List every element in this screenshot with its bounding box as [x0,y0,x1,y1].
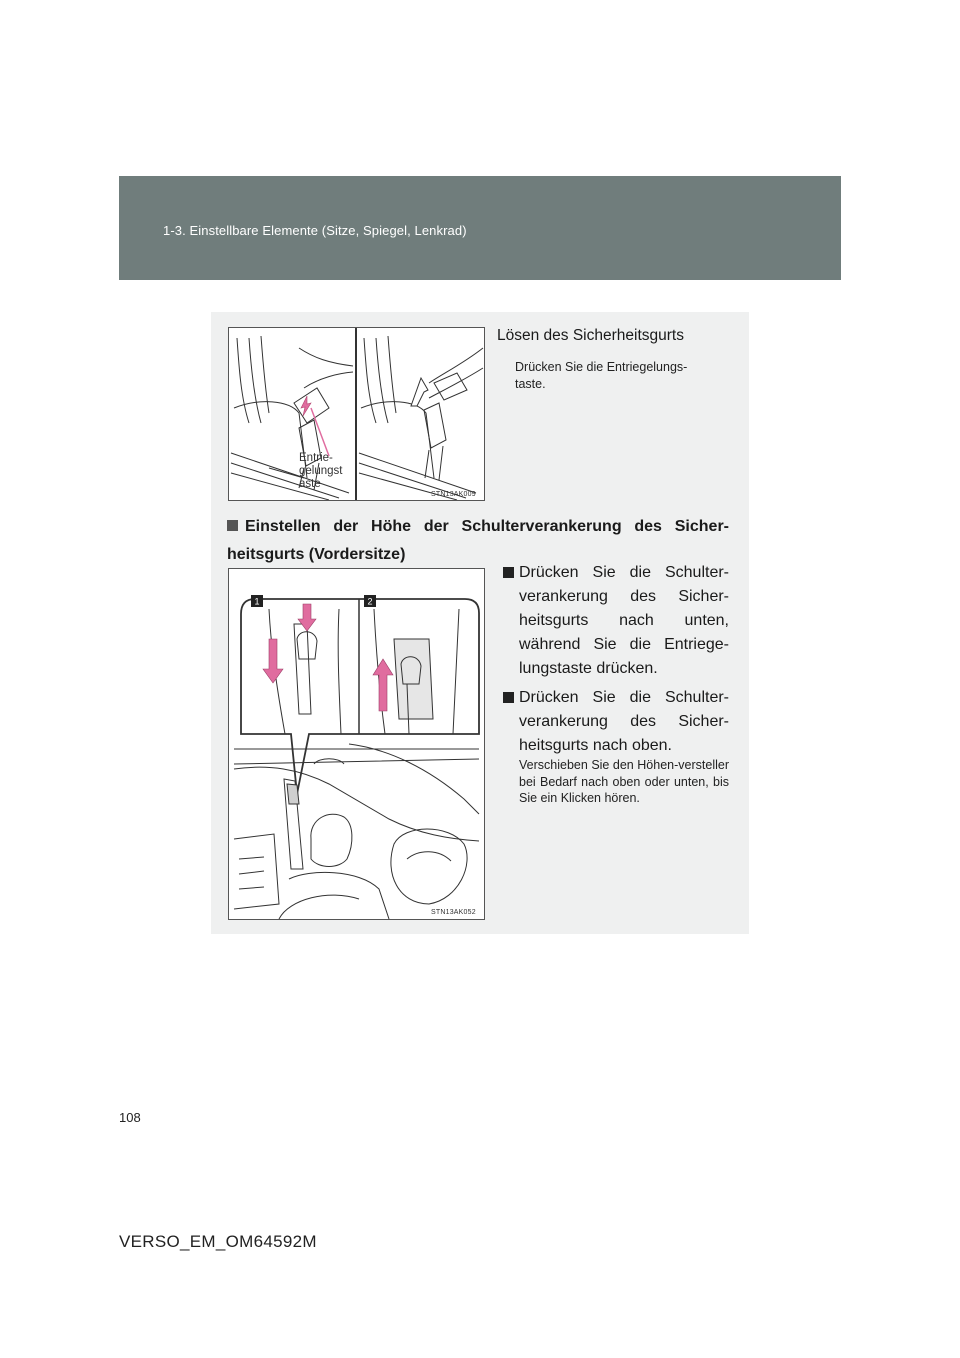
step-2-text: Drücken Sie die Schulter-verankerung des Sicher-heitsgurts nach oben. [519,689,729,754]
figure1-code: STN13AK009 [431,491,476,498]
step-1-text: Drücken Sie die Schulter-verankerung des Sicher-heitsgurts nach unten, während Sie die Entriege-lungstaste drücken. [519,564,729,677]
inset-label-2: 2 [367,596,373,607]
release-title: Lösen des Sicherheitsgurts [497,327,684,344]
height-adjust-note: Verschieben Sie den Höhen-versteller bei Bedarf nach oben oder unten, bis Sie ein Klicken hören. [519,758,729,805]
figure-seatbelt-release [228,327,485,501]
document-id: VERSO_EM_OM64592M [119,1232,317,1251]
shoulder-anchor-illustration [229,569,484,919]
release-note: Drücken Sie die Entriegelungs- taste. [515,360,688,391]
inset-label-1: 1 [254,596,260,607]
section-title: 1-3. Einstellbare Elemente (Sitze, Spiegel, Lenkrad) [163,223,467,238]
section-bullet-square [227,520,238,531]
section-header-bar [119,176,841,280]
step1-marker-icon [503,567,514,578]
height-adjust-heading: Einstellen der Höhe der Schulterverankerung des Sicher-heitsgurts (Vordersitze) [227,518,729,563]
figure2-code: STN13AK052 [431,909,476,916]
figure-shoulder-anchor [228,568,485,920]
release-button-callout: Entrie- gelungst aste [299,452,343,490]
page-number: 108 [119,1110,141,1125]
seatbelt-release-illustration [229,328,484,500]
step2-marker-icon [503,692,514,703]
